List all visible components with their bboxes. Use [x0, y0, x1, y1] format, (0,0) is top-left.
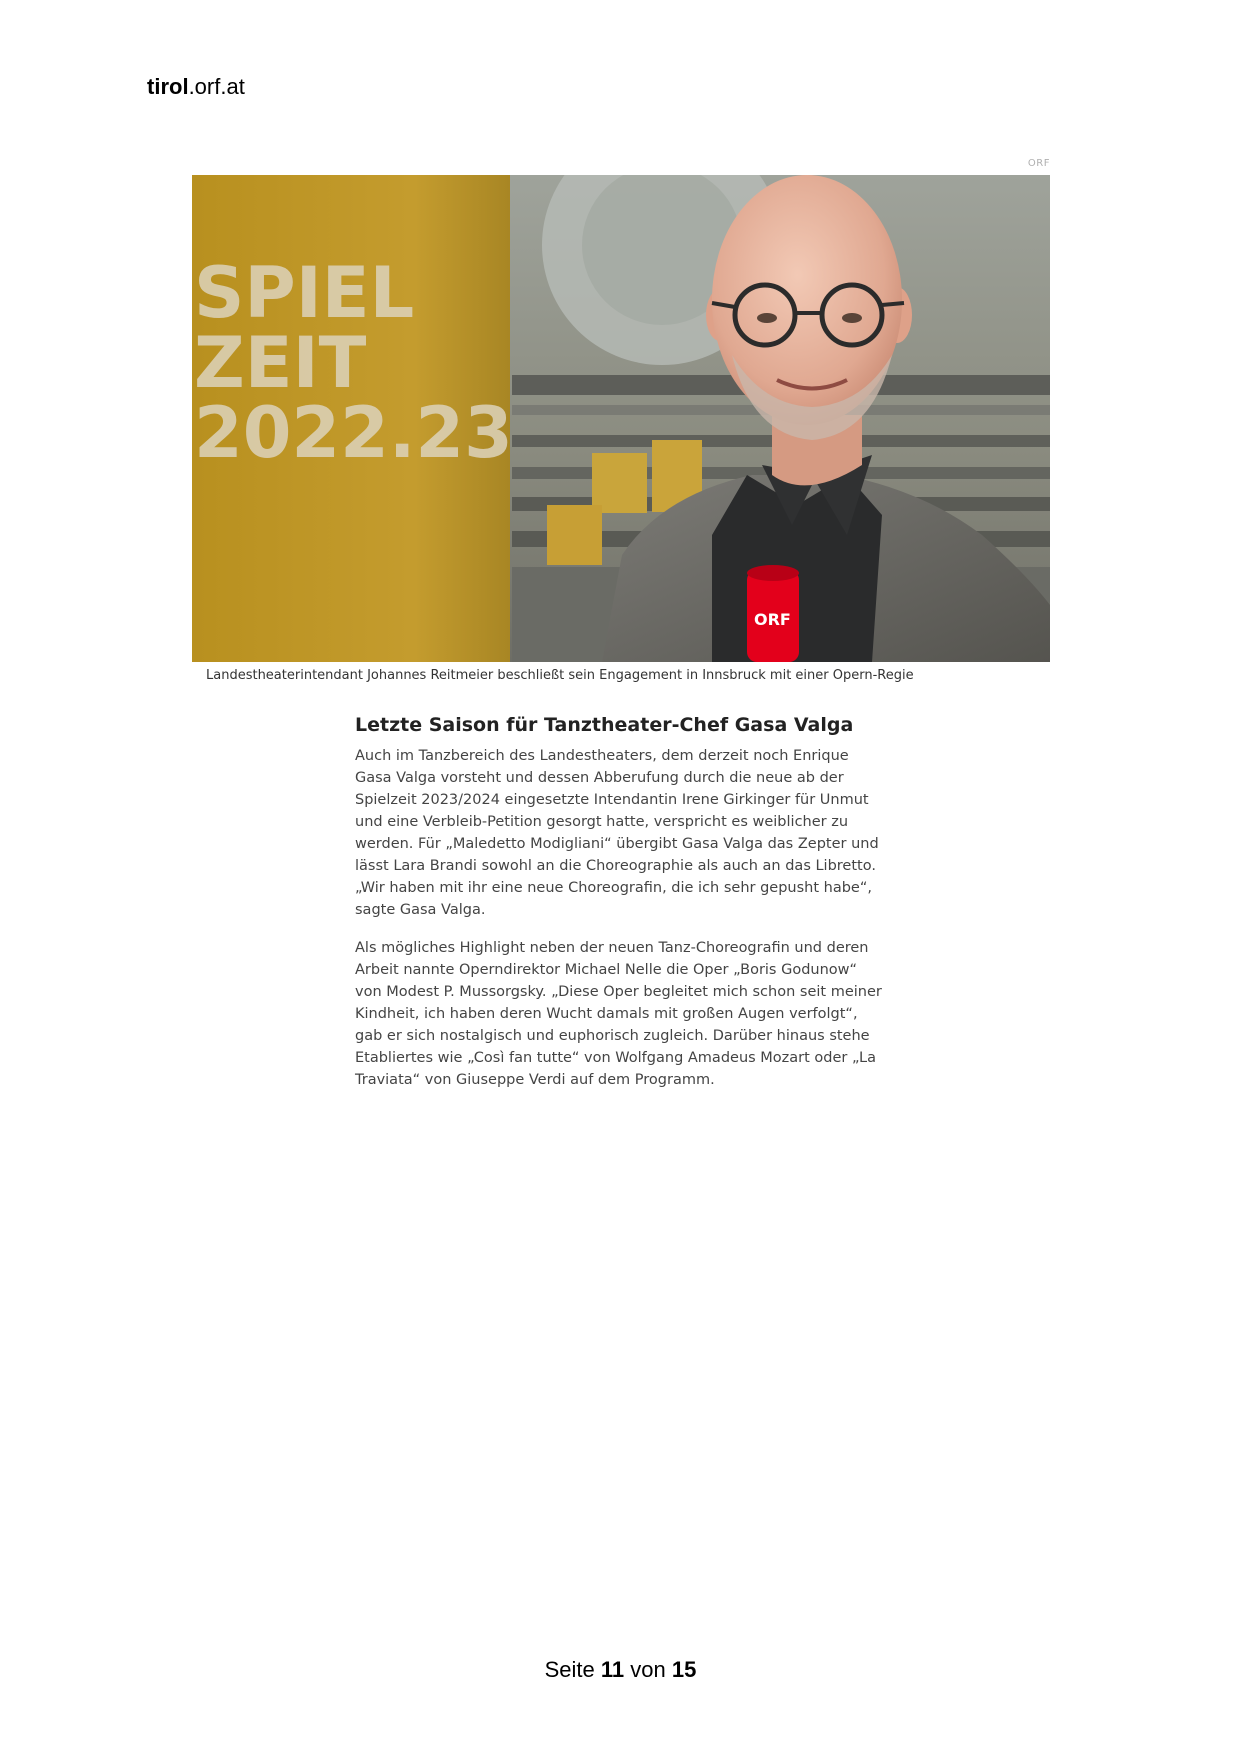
banner-line-3: 2022.23 — [194, 392, 513, 474]
footer-prefix: Seite — [544, 1657, 595, 1682]
article-paragraph-2: Als mögliches Highlight neben der neuen Tanz-Choreografin und deren Arbeit nannte Operndirektor Michael Nelle die Oper „Boris Godunow“ von Modest P. Mussorgsky. „Diese Oper begleitet mich schon seit meiner Kindheit, ich haben deren Wucht damals mit großen Augen verfolgt“, gab er sich nostalgisch und euphorisch zugleich. Darüber hinaus stehe Etabliertes wie „Così fan tutte“ von Wolfgang Amadeus Mozart oder „La Traviata“ von Giuseppe Verdi auf dem Programm. — [355, 940, 882, 1088]
mic-logo: ORF — [754, 610, 791, 629]
footer-current-page: 11 — [600, 1657, 625, 1682]
footer-middle: von — [630, 1657, 666, 1682]
footer-total-pages: 15 — [671, 1657, 697, 1682]
page-footer — [0, 1657, 1241, 1683]
article-body — [355, 712, 885, 1107]
banner-line-2: ZEIT — [194, 322, 367, 404]
article-photo — [192, 175, 1050, 662]
photo-credit: ORF — [1027, 158, 1050, 169]
site-name — [147, 74, 245, 100]
article-paragraph-1: Auch im Tanzbereich des Landestheaters, dem derzeit noch Enrique Gasa Valga vorsteht und dessen Abberufung durch die neue ab der Spielzeit 2023/2024 eingesetzte Intendantin Irene Girkinger für Unmut und eine Verbleib-Petition gesorgt hatte, verspricht es weiblicher zu werden. Für „Maledetto Modigliani“ übergibt Gasa Valga das Zepter und lässt Lara Brandi sowohl an die Choreographie als auch an das Libretto. „Wir haben mit ihr eine neue Choreografin, die ich sehr gepusht habe“, sagte Gasa Valga. — [355, 748, 879, 918]
banner-line-1: SPIEL — [194, 252, 415, 334]
site-name-rest: .orf.at — [188, 74, 245, 99]
photo-caption: Landestheaterintendant Johannes Reitmeier beschließt sein Engagement in Innsbruck mit einer Opern-Regie — [206, 668, 914, 683]
article-heading: Letzte Saison für Tanztheater-Chef Gasa Valga — [355, 714, 854, 736]
site-name-bold: tirol — [147, 74, 189, 99]
